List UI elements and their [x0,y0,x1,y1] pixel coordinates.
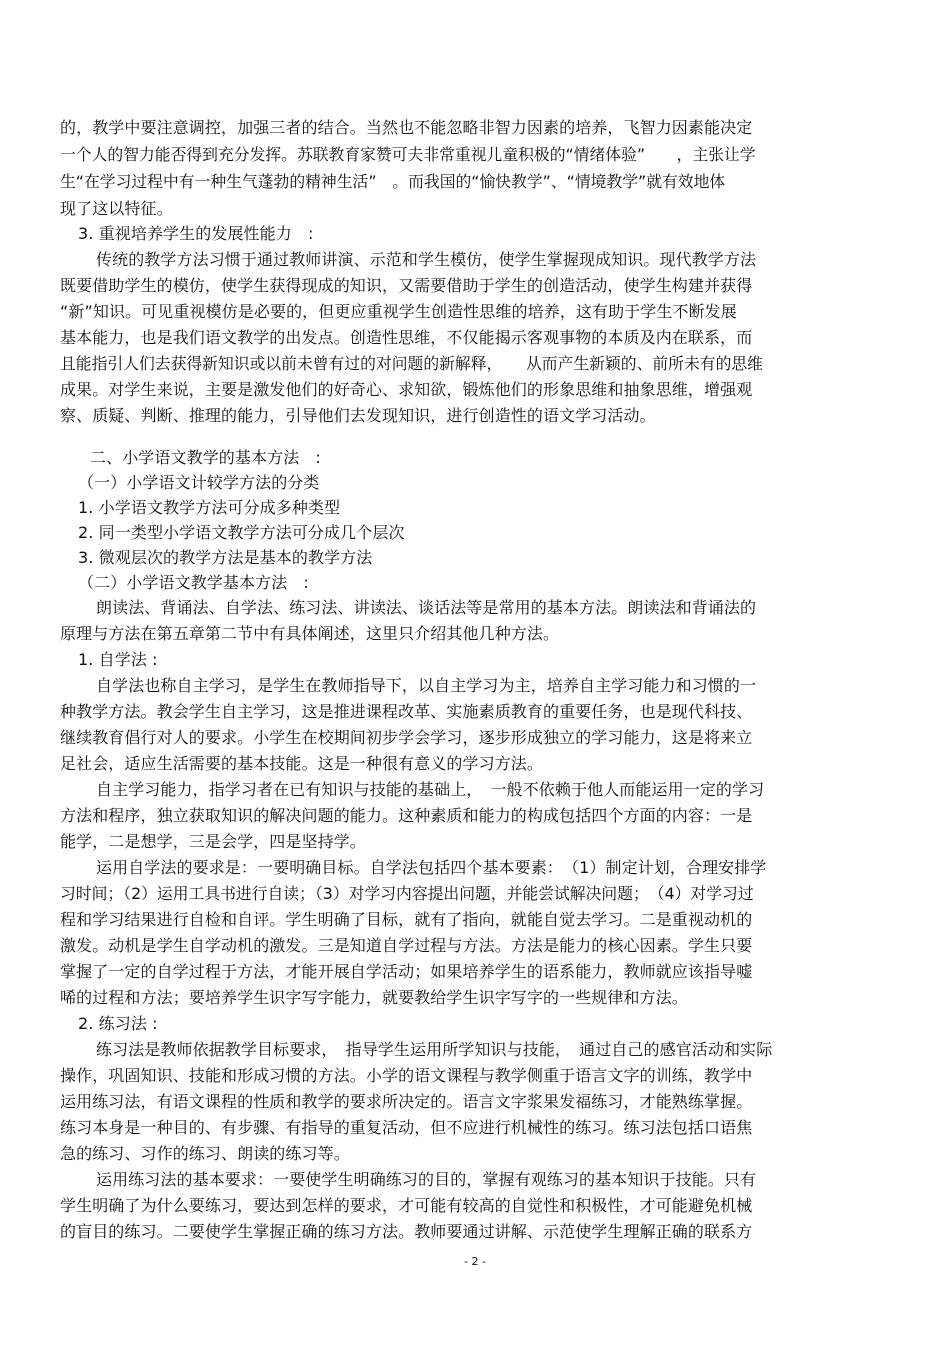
text-line: 激发。动机是学生自学动机的激发。三是知道自学过程与方法。方法是能力的核心因素。学生只要 [60,936,753,955]
text-line: 基本能力，也是我们语文教学的出发点。创造性思维，不仅能揭示客观事物的本质及内在联系，而 [60,328,753,347]
text-line: 1. 自学法 : [78,650,158,669]
text-line: 朗读法、背诵法、自学法、练习法、讲读法、谈话法等是常用的基本方法。朗读法和背诵法的 [96,598,757,617]
text-line: 足社会，适应生活需要的基本技能。这是一种很有意义的学习方法。 [60,754,544,773]
text-line: 运用自学法的要求是：一要明确目标。自学法包括四个基本要素： （1）制定计划，合理安排学 [96,858,767,877]
page-number: - 2 - [464,1255,486,1268]
text-line: 3. 重视培养学生的发展性能力 : [78,224,314,243]
text-line: 且能指引人们去获得新知识或以前未曾有过的对问题的新解释， 从而产生新颖的、前所未有的思维 [60,354,763,373]
text-line: 能学，二是想学，三是会学，四是坚持学。 [60,832,366,851]
text-line: 种教学方法。教会学生自主学习，这是推进课程改革、实施素质教育的重要任务，也是现代科技、 [60,702,753,721]
text-line: 方法和程序，独立获取知识的解决问题的能力。这种素质和能力的构成包括四个方面的内容：一是 [60,806,753,825]
text-line: 传统的教学方法习惯于通过教师讲演、示范和学生模仿，使学生掌握现成知识。现代教学方法 [96,250,757,269]
text-line: 学生明确了为什么要练习，要达到怎样的要求，才可能有较高的自觉性和积极性，才可能避免机械 [60,1196,753,1215]
text-line: “新”知识。可见重视模仿是必要的，但更应重视学生创造性思维的培养，这有助于学生不断发展 [60,302,737,321]
text-line: 自主学习能力，指学习者在已有知识与技能的基础上， 一般不依赖于他人而能运用一定的学习 [96,780,765,799]
text-line: 程和学习结果进行自检和自评。学生明确了目标，就有了指向，就能自觉去学习。二是重视动机的 [60,910,753,929]
text-line: 原理与方法在第五章第二节中有具体阐述，这里只介绍其他几种方法。 [60,624,560,643]
text-line: 自学法也称自主学习，是学生在教师指导下，以自主学习为主，培养自主学习能力和习惯的一 [96,676,757,695]
text-line: （二）小学语文教学基本方法 : [78,573,309,592]
text-line: 的盲目的练习。二要使学生掌握正确的练习方法。教师要通过讲解、示范使学生理解正确的联系方 [60,1222,753,1241]
text-line: 3. 微观层次的教学方法是基本的教学方法 [78,548,373,567]
text-line: 二、小学语文教学的基本方法 : [90,448,321,467]
text-line: 习时间；（2）运用工具书进行自读；（3）对学习内容提出问题，并能尝试解决问题； （4）对学习过 [60,884,754,903]
text-line: 察、质疑、判断、推理的能力，引导他们去发现知识，进行创造性的语文学习活动。 [60,406,656,425]
text-line: 既要借助学生的模仿，使学生获得现成的知识，又需要借助于学生的创造活动，使学生构建并获得 [60,276,753,295]
text-line: （一）小学语文计较学方法的分类 [78,473,320,492]
text-line: 操作，巩固知识、技能和形成习惯的方法。小学的语文课程与教学侧重于语言文字的训练，教学中 [60,1066,753,1085]
text-line: 练习法是教师依据教学目标要求， 指导学生运用所学知识与技能， 通过自己的感官活动和实际 [96,1040,773,1059]
text-line: 掌握了一定的自学过程于方法，才能开展自学活动；如果培养学生的语系能力，教师就应该指导嘘 [60,962,753,981]
text-line: 成果。对学生来说，主要是激发他们的好奇心、求知欲，锻炼他们的形象思维和抽象思维，增强观 [60,380,753,399]
text-line: 急的练习、习作的练习、朗读的练习等。 [60,1144,350,1163]
text-line: 2. 同一类型小学语文教学方法可分成几个层次 [78,523,405,542]
text-line: 2. 练习法 : [78,1014,158,1033]
text-line: 唏的过程和方法；要培养学生识字写字能力，就要教给学生识字写字的一些规律和方法。 [60,988,688,1007]
text-line: 继续教育倡行对人的要求。小学生在校期间初步学会学习，逐步形成独立的学习能力，这是将来立 [60,728,753,747]
text-line: 运用练习法，有语文课程的性质和教学的要求所决定的。语言文字浆果发福练习，才能熟练掌握。 [60,1092,753,1111]
text-line: 练习本身是一种目的、有步骤、有指导的重复活动，但不应进行机械性的练习。练习法包括口语焦 [60,1118,753,1137]
text-line: 的，教学中要注意调控，加强三者的结合。当然也不能忽略非智力因素的培养，飞智力因素能决定 [60,118,753,137]
text-line: 生“在学习过程中有一种生气蓬勃的精神生活” 。而我国的“愉快教学”、“情境教学”就有效地体 [60,172,726,191]
text-line: 一个人的智力能否得到充分发挥。苏联教育家赞可夫非常重视儿童积极的“情绪体验” ，主张让学 [60,145,756,164]
text-line: 1. 小学语文教学方法可分成多种类型 [78,498,341,517]
text-line: 现了这以特征。 [60,199,173,218]
text-line: 运用练习法的基本要求：一要使学生明确练习的目的，掌握有观练习的基本知识于技能。只有 [96,1170,757,1189]
